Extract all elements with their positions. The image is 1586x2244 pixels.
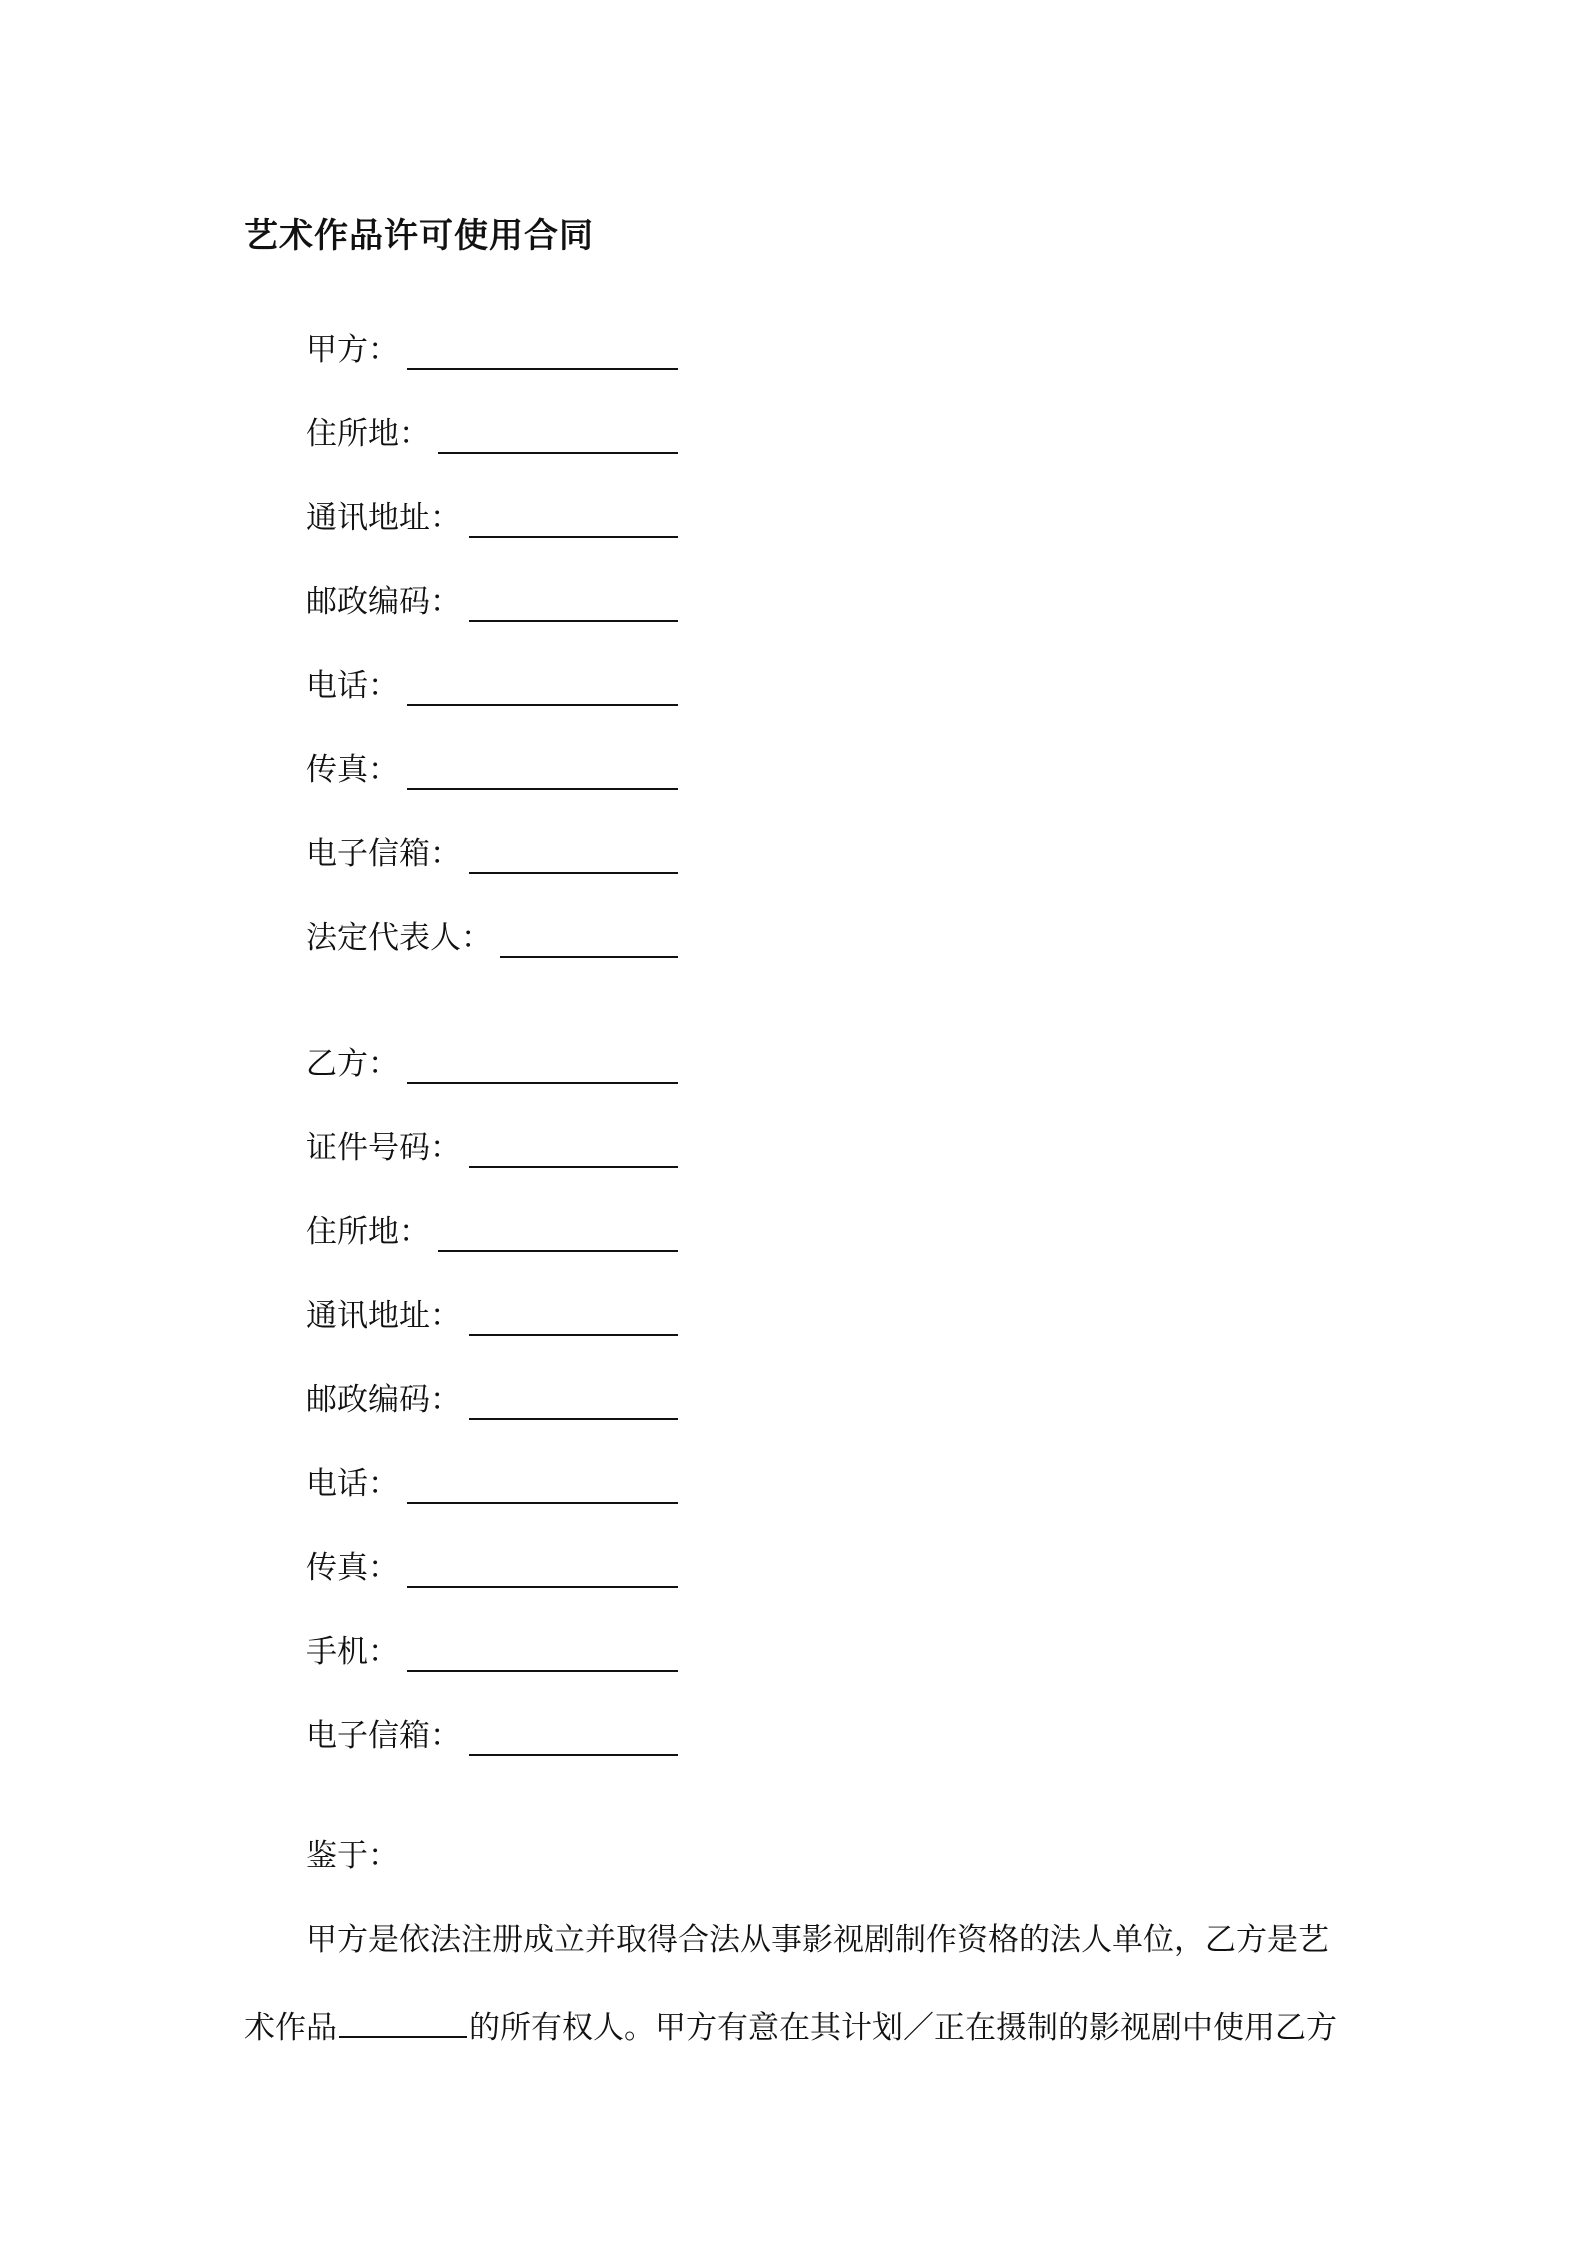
party-a-phone-field: [306, 662, 678, 706]
party-a-postcode-field: [306, 578, 678, 622]
recitals-heading: 鉴于：: [306, 1838, 399, 1874]
party-b-mobile-field: [306, 1628, 678, 1672]
field-label: 电话：: [306, 668, 399, 704]
field-label: 通讯地址：: [306, 1298, 461, 1334]
field-label: 甲方：: [306, 332, 399, 368]
contract-title: 艺术作品许可使用合同: [244, 216, 594, 256]
fill-in-line: [469, 1754, 678, 1756]
fill-in-line: [407, 368, 678, 370]
field-label: 乙方：: [306, 1046, 399, 1082]
recitals-paragraph-line-1: 甲方是依法注册成立并取得合法从事影视剧制作资格的法人单位，乙方是艺: [306, 1922, 1329, 1958]
party-b-name-field: [306, 1040, 678, 1084]
party-a-legal-rep-field: [306, 914, 678, 958]
field-label: 住所地：: [306, 416, 430, 452]
party-b-phone-field: [306, 1460, 678, 1504]
field-label: 电话：: [306, 1466, 399, 1502]
fill-in-line: [407, 1082, 678, 1084]
fill-in-line: [469, 1166, 678, 1168]
fill-in-line: [469, 1418, 678, 1420]
party-b-id-number-field: [306, 1124, 678, 1168]
recitals-text: 术作品: [244, 2010, 337, 2046]
field-label: 传真：: [306, 1550, 399, 1586]
field-label: 通讯地址：: [306, 500, 461, 536]
party-b-postcode-field: [306, 1376, 678, 1420]
fill-in-line: [407, 1586, 678, 1588]
fill-in-line: [469, 620, 678, 622]
fill-in-line: [407, 788, 678, 790]
field-label: 住所地：: [306, 1214, 430, 1250]
field-label: 邮政编码：: [306, 1382, 461, 1418]
party-a-address-field: [306, 494, 678, 538]
fill-in-line: [438, 452, 678, 454]
field-label: 手机：: [306, 1634, 399, 1670]
fill-in-line: [407, 1670, 678, 1672]
party-a-fax-field: [306, 746, 678, 790]
field-label: 法定代表人：: [306, 920, 492, 956]
recitals-paragraph-line-2: [244, 2004, 1337, 2048]
party-a-email-field: [306, 830, 678, 874]
party-b-domicile-field: [306, 1208, 678, 1252]
party-b-fax-field: [306, 1544, 678, 1588]
party-b-email-field: [306, 1712, 678, 1756]
fill-in-line: [469, 536, 678, 538]
field-label: 传真：: [306, 752, 399, 788]
fill-in-line: [469, 1334, 678, 1336]
fill-in-line: [407, 1502, 678, 1504]
field-label: 邮政编码：: [306, 584, 461, 620]
fill-in-line: [469, 872, 678, 874]
field-label: 电子信箱：: [306, 1718, 461, 1754]
fill-in-line: [500, 956, 678, 958]
field-label: 证件号码：: [306, 1130, 461, 1166]
party-a-name-field: [306, 326, 678, 370]
party-b-address-field: [306, 1292, 678, 1336]
field-label: 电子信箱：: [306, 836, 461, 872]
fill-in-line: [407, 704, 678, 706]
fill-in-line: [438, 1250, 678, 1252]
recitals-text: 的所有权人。甲方有意在其计划／正在摄制的影视剧中使用乙方: [469, 2010, 1337, 2046]
artwork-name-blank: [339, 2004, 467, 2038]
party-a-domicile-field: [306, 410, 678, 454]
